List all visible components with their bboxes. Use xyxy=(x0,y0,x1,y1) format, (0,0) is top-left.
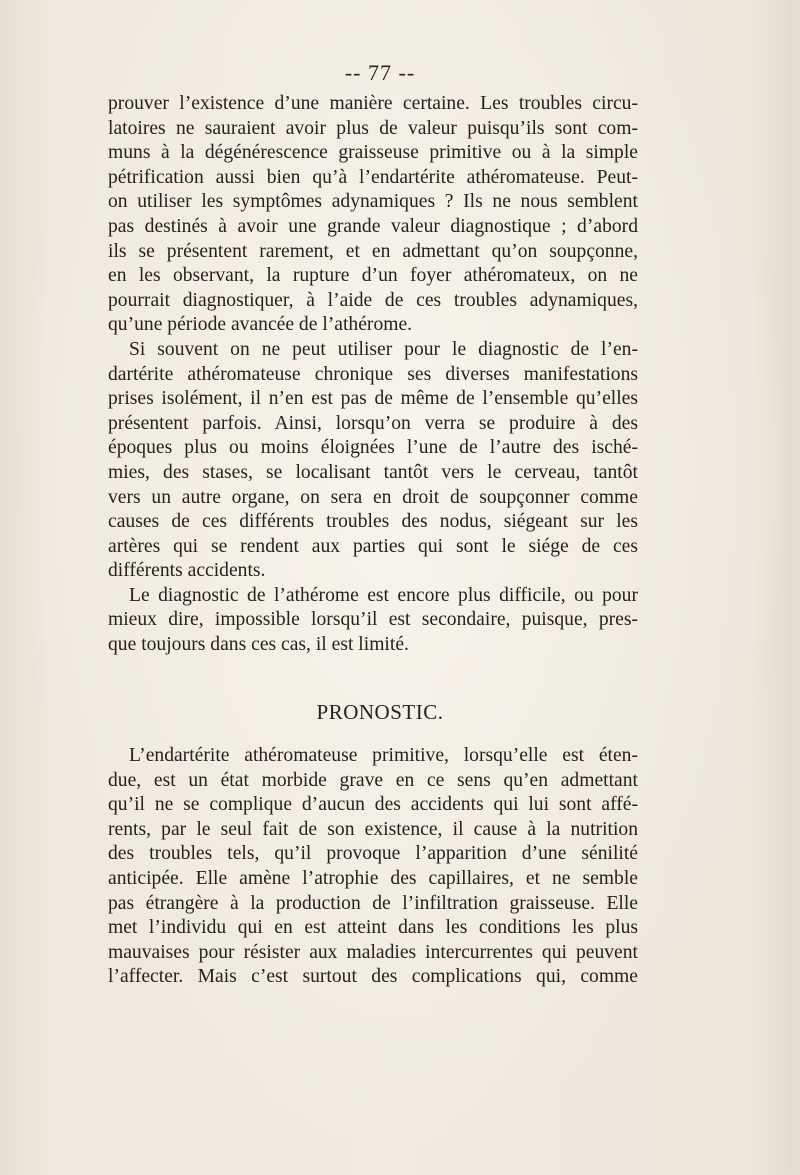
text-line: causes de ces différents troubles des nodus, siégeant sur les xyxy=(108,511,638,533)
text-line: mies, des stases, se localisant tantôt vers le cerveau, tantôt xyxy=(108,461,638,483)
text-line: mauvaises pour résister aux maladies intercurrentes qui peuvent xyxy=(108,941,638,963)
text-line: anticipée. Elle amène l’atrophie des capillaires, et ne semble xyxy=(108,867,638,889)
text-line: pas étrangère à la production de l’infiltration graisseuse. Elle xyxy=(108,892,638,914)
text-line: L’endartérite athéromateuse primitive, lorsqu’elle est éten- xyxy=(129,745,638,766)
text-line: en les observant, la rupture d’un foyer athéromateux, on ne xyxy=(108,265,638,287)
text-line: dartérite athéromateuse chronique ses diverses manifestations xyxy=(108,363,638,385)
text-line: époques plus ou moins éloignées l’une de l’autre des isché- xyxy=(108,437,638,459)
text-line: pourrait diagnostiquer, à l’aide de ces troubles adynamiques, xyxy=(108,289,638,311)
text-line: muns à la dégénérescence graisseuse primitive ou à la simple xyxy=(108,142,638,164)
text-line: mieux dire, impossible lorsqu’il est secondaire, puisque, pres- xyxy=(108,609,638,631)
section-heading: PRONOSTIC. xyxy=(316,700,444,724)
text-line: rents, par le seul fait de son existence, il cause à la nutrition xyxy=(108,818,638,840)
text-line: vers un autre organe, on sera en droit de soupçonner comme xyxy=(108,486,638,508)
text-line: on utiliser les symptômes adynamiques ? Ils ne nous semblent xyxy=(108,191,638,213)
pronostic-text-block xyxy=(108,744,638,990)
text-line: Le diagnostic de l’athérome est encore plus difficile, ou pour xyxy=(129,584,638,606)
text-line: ils se présentent rarement, et en admettant qu’on soupçonne, xyxy=(108,240,638,262)
page-number: -- 77 -- xyxy=(344,60,416,85)
text-line: pétrification aussi bien qu’à l’endartérite athéromateuse. Peut- xyxy=(108,166,638,188)
text-line: met l’individu qui en est atteint dans les conditions les plus xyxy=(108,917,638,939)
text-line: latoires ne sauraient avoir plus de valeur puisqu’ils sont com- xyxy=(108,117,638,139)
text-line: prouver l’existence d’une manière certaine. Les troubles circu- xyxy=(108,93,638,114)
diagnostic-text-block xyxy=(108,92,638,658)
text-line: qu’il ne se complique d’aucun des accidents qui lui sont affé- xyxy=(108,794,638,816)
text-line: différents accidents. xyxy=(108,560,266,582)
text-line: artères qui se rendent aux parties qui sont le siége de ces xyxy=(108,535,638,557)
text-line: due, est un état morbide grave en ce sens qu’en admettant xyxy=(108,769,638,791)
text-line: présentent parfois. Ainsi, lorsqu’on verra se produire à des xyxy=(108,412,638,434)
text-line: l’affecter. Mais c’est surtout des complications qui, comme xyxy=(108,966,638,988)
text-line: Si souvent on ne peut utiliser pour le diagnostic de l’en- xyxy=(129,338,638,360)
text-line: que toujours dans ces cas, il est limité. xyxy=(108,634,409,656)
text-line: qu’une période avancée de l’athérome. xyxy=(108,314,413,336)
text-line: des troubles tels, qu’il provoque l’apparition d’une sénilité xyxy=(108,843,638,865)
text-line: prises isolément, il n’en est pas de même de l’ensemble qu’elles xyxy=(108,388,638,410)
text-line: pas destinés à avoir une grande valeur diagnostique ; d’abord xyxy=(108,215,638,237)
